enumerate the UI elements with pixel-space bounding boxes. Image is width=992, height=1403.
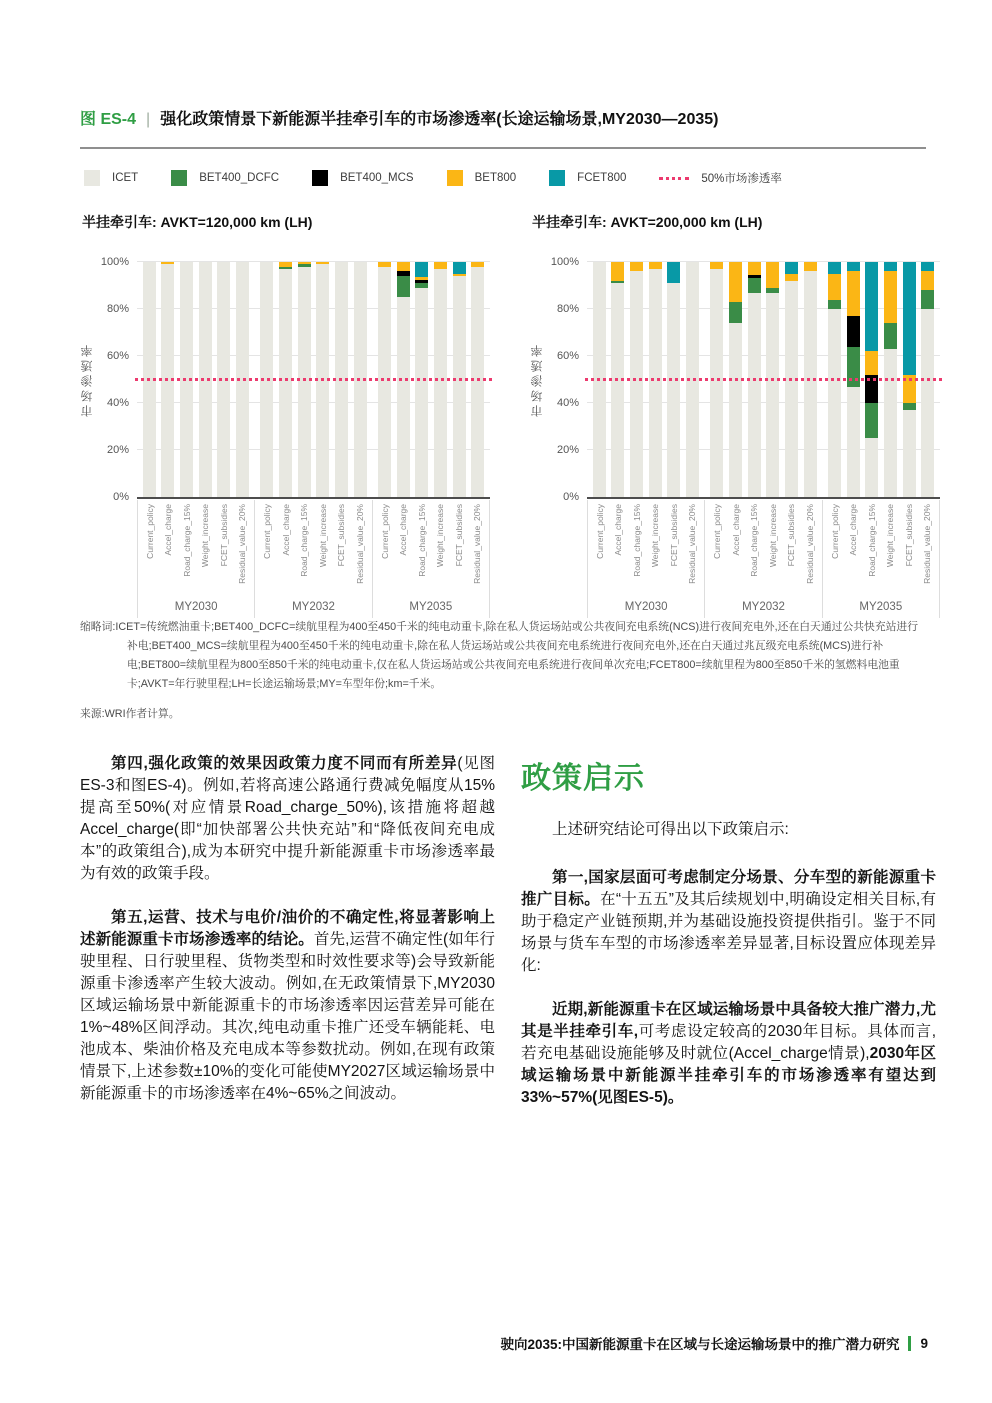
y-tick-label: 20% [556,444,579,456]
bar-segment-BET400_DCFC [921,290,934,309]
bar-segment-BET800 [434,262,447,269]
bar-segment-BET800 [865,351,878,375]
x-tick-label: Accel_charge [613,504,624,556]
bar-segment-ICET [921,309,934,497]
bar-segment-ICET [828,309,841,497]
y-axis-label [78,262,95,497]
legend-label: BET400_MCS [340,172,414,184]
bar-segment-ICET [847,387,860,497]
x-label-cells [373,500,489,598]
y-tick-label: 60% [106,350,129,362]
footnote-source: 来源:WRI作者计算。 [80,708,180,720]
x-label-cells [588,500,704,598]
x-tick-cell [729,500,742,598]
x-tick-cell [902,500,915,598]
y-tick-label: 100% [550,256,579,268]
plot-area [137,262,490,497]
policy-intro: 上述研究结论可得出以下政策启示: [552,821,789,838]
bold-text: 第四,强化政策的效果因政策力度不同而有所差异 [111,755,458,772]
x-tick-label: Weight_increase [317,504,328,568]
chart-legend [84,170,782,186]
bar-segment-ICET [611,283,624,497]
figure-header [80,109,926,131]
x-tick-label: Residual_value_20% [237,504,248,584]
x-label-group-MY2030 [587,500,704,618]
chart-area [528,256,940,618]
legend-swatch [447,170,463,186]
plot-column [587,262,940,618]
page-footer [500,1333,928,1353]
group-label-MY2032: MY2032 [742,601,785,613]
footer-title: 驶向2035:中国新能源重卡在区域与长途运输场景中的推广潜力研究 [500,1337,900,1352]
x-tick-label: FCET_subsidies [336,504,347,567]
bar-segment-BET800 [847,271,860,316]
x-tick-cell [316,500,329,598]
x-tick-label: Weight_increase [767,504,778,568]
figure-title: 强化政策情景下新能源半挂牵引车的市场渗透率(长途运输场景,MY2030—2035) [160,111,719,128]
plot-area [587,262,940,497]
bar-segment-BET800 [611,262,624,281]
plot-column [137,262,490,618]
reference-line-swatch [659,177,689,180]
bar-segment-FCET800 [453,262,466,274]
x-tick-label: Accel_charge [280,504,291,556]
body-text: 首先,运营不确定性(如年行驶里程、日行驶里程、货物类型和时效性要求等)会导致新能源重卡渗透率产生较大波动。例如,在无政策情景下,MY2030区域运输场景中新能源重卡的市场渗透率因运营差异可能在1%~48%区间浮动。其次,纯电动重卡推广还受车辆能耗、电池成本、柴油价格及充电成本等参数扰动。例如,在现有政策情景下,上述参数±10%的变化可能使MY2027区域运输场景中新能源重卡的市场渗透率在4%~65%之间波动。 [80,931,495,1102]
legend-item [312,170,414,186]
bold-text: 近期,新能源重卡在区域运输场景中具备较大推广潜力,尤其是半挂牵引车, [521,1001,936,1040]
body-columns [80,753,936,1131]
bar-segment-ICET [378,267,391,497]
x-tick-cell [143,500,156,598]
bar-segment-ICET [865,438,878,497]
bar-segment-ICET [471,267,484,497]
figure-separator: | [146,111,151,128]
bar-segment-BET800 [921,271,934,290]
x-axis-labels [137,500,490,618]
footnote-abbreviations: 缩略词:ICET=传统燃油重卡;BET400_DCFC=续航里程为400至450千米的纯电动重卡,除在私人货运场站或公共夜间充电系统(NCS)进行夜间充电外,还在白天通过公共快充站进行补电;BET400_MCS=续航里程为400至450千米的纯电动重卡,除在私人货运场站或公共夜间充电系统进行夜间充电外,还在白天通过兆瓦级充电系统(MCS)进行补电;BET800=续航里程为800至850千米的纯电动重卡,仅在私人货运场站或公共夜间充电系统进行夜间单次充电;FCET800=续航里程为800至850千米的氢燃料电池重卡;AVKT=年行驶里程;LH=长途运输场景;MY=车型年份;km=千米。 [80,621,919,690]
x-tick-cell [415,500,428,598]
bar-segment-ICET [649,269,662,497]
legend-item [84,170,138,186]
left-paragraph-1 [80,753,495,885]
x-tick-cell [711,500,724,598]
bar-segment-BET800 [630,262,643,271]
policy-paragraphs [521,867,936,1109]
x-tick-cell [920,500,933,598]
x-tick-label: Residual_value_20% [921,504,932,584]
bold-text: 第五,运营、技术与电价/油价的不确定性,将显著影响上述新能源重卡市场渗透率的结论。 [80,909,495,948]
legend-item [171,170,279,186]
x-tick-label: Road_charge_15% [866,504,877,577]
x-tick-label: FCET_subsidies [668,504,679,567]
bar-segment-ICET [748,293,761,497]
y-tick-label: 40% [556,397,579,409]
x-tick-cell [766,500,779,598]
x-tick-label: Current_policy [262,504,273,559]
x-tick-cell [667,500,680,598]
x-tick-label: Current_policy [594,504,605,559]
x-tick-cell [353,500,366,598]
y-tick-label: 100% [100,256,129,268]
bar-segment-ICET [804,271,817,497]
bar-segment-FCET800 [785,262,798,274]
bar-segment-BET800 [766,262,779,288]
x-tick-cell [865,500,878,598]
policy-heading: 政策启示 [521,762,645,795]
x-tick-label: Road_charge_15% [631,504,642,577]
x-tick-label: Current_policy [144,504,155,559]
bar-segment-FCET800 [921,262,934,271]
bar-segment-BET400_DCFC [729,302,742,323]
x-tick-label: Road_charge_15% [416,504,427,577]
charts-container [78,212,940,618]
bar-segment-BET400_DCFC [748,278,761,292]
bar-segment-ICET [884,349,897,497]
x-tick-cell [434,500,447,598]
bar-segment-FCET800 [865,262,878,351]
x-axis-baseline [137,497,490,500]
bar-segment-FCET800 [415,262,428,277]
y-axis-ticks [95,256,137,503]
x-tick-label: Weight_increase [885,504,896,568]
bar-segment-BET800 [729,262,742,302]
x-label-group-MY2032 [254,500,371,618]
x-tick-label: Residual_value_20% [471,504,482,584]
x-tick-label: Accel_charge [163,504,174,556]
y-tick-label: 0% [113,491,129,503]
x-tick-label: Road_charge_15% [181,504,192,577]
x-tick-label: Current_policy [829,504,840,559]
x-tick-cell [298,500,311,598]
chart-panel [78,212,490,618]
legend-label: FCET800 [577,172,627,184]
y-tick-label: 80% [556,303,579,315]
x-tick-label: Current_policy [379,504,390,559]
x-label-cells [255,500,371,598]
x-tick-cell [261,500,274,598]
bar-segment-ICET [279,269,292,497]
header-rule [80,147,926,149]
x-label-group-MY2035 [822,500,940,618]
x-tick-cell [279,500,292,598]
bar-segment-BET800 [748,262,761,275]
bar-segment-BET400_DCFC [884,323,897,349]
legend-label: 50%市场渗透率 [701,173,782,185]
x-label-cells [138,500,254,598]
bar-segment-ICET [298,267,311,497]
x-label-group-MY2030 [137,500,254,618]
x-tick-label: Residual_value_20% [687,504,698,584]
bar-segment-ICET [785,281,798,497]
group-label-MY2035: MY2035 [409,601,453,613]
group-label-MY2030: MY2030 [174,601,218,613]
x-tick-label: FCET_subsidies [786,504,797,567]
x-tick-cell [217,500,230,598]
y-axis-label [528,262,545,497]
x-tick-cell [785,500,798,598]
x-tick-cell [180,500,193,598]
x-tick-label: Weight_increase [650,504,661,568]
x-label-cells [705,500,821,598]
x-label-group-MY2032 [704,500,821,618]
x-tick-cell [630,500,643,598]
bar-segment-BET800 [397,262,410,271]
page-number: 9 [920,1335,928,1351]
bar-segment-ICET [729,323,742,497]
x-tick-cell [686,500,699,598]
figure-tag: 图 ES-4 [80,111,137,128]
x-tick-cell [452,500,465,598]
footer-divider [908,1336,911,1351]
body-text: 在“十五五”及其后续规划中,明确设定相关目标,有助于稳定产业链预期,并为基础设施投资提供指引。鉴于不同场景与货车车型的市场渗透率差异显著,目标设置应体现差异化: [521,891,936,974]
x-tick-cell [612,500,625,598]
body-text: (见图ES-3和图ES-4)。例如,若将高速公路通行费减免幅度从15%提高至50%(对应情景Road_charge_50%),该措施将超越Accel_charge(即“加快部署公共快充站”和“降低夜间充电成本”的政策组合),成为本研究中提升新能源重卡市场渗透率最为有效的政策手段。 [80,755,495,882]
body-right-column [521,753,936,1131]
x-tick-label: FCET_subsidies [218,504,229,567]
group-label-MY2032: MY2032 [292,601,335,613]
x-label-cells [823,500,939,598]
left-paragraph-2 [80,907,495,1105]
body-text: 可考虑设定较高的2030年目标。具体而言,若充电基础设施能够及时就位(Accel_charge情景), [521,1023,936,1062]
body-left-column [80,753,495,1131]
x-tick-label: FCET_subsidies [453,504,464,567]
reference-line-50pct [585,378,942,381]
bar-segment-BET800 [804,262,817,271]
policy-paragraph-2 [521,999,936,1109]
legend-item [549,170,626,186]
x-tick-cell [378,500,391,598]
bar-segment-ICET [434,269,447,497]
bar-segment-ICET [415,288,428,497]
policy-paragraph-1 [521,867,936,977]
legend-item [447,170,517,186]
x-tick-label: Road_charge_15% [749,504,760,577]
bar-segment-ICET [710,269,723,497]
bar-segment-ICET [766,293,779,497]
legend-swatch [312,170,328,186]
y-axis-ticks [545,256,587,503]
x-tick-cell [162,500,175,598]
legend-label: ICET [112,172,139,184]
y-tick-label: 80% [106,303,129,315]
bar-segment-BET800 [828,274,841,300]
y-tick-label: 0% [563,491,579,503]
bar-segment-BET800 [710,262,723,269]
bar-segment-ICET [630,271,643,497]
x-label-group-MY2035 [372,500,490,618]
x-tick-cell [397,500,410,598]
x-tick-label: FCET_subsidies [903,504,914,567]
y-axis-label-text: 市场渗透率 [80,342,94,417]
group-label-MY2035: MY2035 [859,601,903,613]
x-tick-label: Weight_increase [200,504,211,568]
bar-segment-ICET [903,410,916,497]
legend-label: BET400_DCFC [199,172,280,184]
x-tick-label: Accel_charge [730,504,741,556]
bar-segment-ICET [667,283,680,497]
x-axis-baseline [587,497,940,500]
reference-line-50pct [135,378,492,381]
x-tick-cell [236,500,249,598]
x-tick-label: Accel_charge [848,504,859,556]
x-axis-labels [587,500,940,618]
bar-segment-ICET [453,276,466,497]
bold-text: 第一,国家层面可考虑制定分场景、分车型的新能源重卡推广目标。 [521,869,936,908]
bold-text: 2030年区域运输场景中新能源半挂牵引车的市场渗透率有望达到33%~57%(见图ES-5)。 [521,1045,937,1106]
bar-segment-BET400_DCFC [865,403,878,438]
x-tick-label: Current_policy [712,504,723,559]
bar-segment-BET400_DCFC [903,403,916,410]
bar-segment-BET400_DCFC [397,276,410,297]
x-tick-label: Accel_charge [398,504,409,556]
x-tick-cell [803,500,816,598]
bar-segment-FCET800 [884,262,897,271]
legend-swatch [171,170,187,186]
bar-segment-BET800 [649,262,662,269]
bar-segment-FCET800 [847,262,860,271]
x-tick-cell [847,500,860,598]
x-tick-label: Weight_increase [435,504,446,568]
bar-segment-BET400_DCFC [828,300,841,309]
y-axis-label-text: 市场渗透率 [530,342,544,417]
chart-title: 半挂牵引车: AVKT=200,000 km (LH) [532,214,763,230]
bar-segment-FCET800 [828,262,841,274]
figure-footnote [80,618,928,724]
group-label-MY2030: MY2030 [624,601,668,613]
y-tick-label: 20% [106,444,129,456]
x-tick-cell [470,500,483,598]
legend-label: BET800 [474,172,517,184]
chart-title: 半挂牵引车: AVKT=120,000 km (LH) [82,214,313,230]
legend-swatch [549,170,565,186]
x-tick-cell [828,500,841,598]
bar-segment-FCET800 [903,262,916,375]
x-tick-cell [649,500,662,598]
y-tick-label: 60% [556,350,579,362]
x-tick-cell [593,500,606,598]
bar-segment-ICET [397,297,410,497]
bar-segment-BET400_MCS [847,316,860,347]
x-tick-label: Residual_value_20% [804,504,815,584]
chart-panel [528,212,940,618]
bar-segment-BET800 [884,271,897,323]
y-tick-label: 40% [106,397,129,409]
legend-item-reference [659,170,782,186]
x-tick-cell [335,500,348,598]
x-tick-cell [884,500,897,598]
x-tick-label: Residual_value_20% [354,504,365,584]
x-tick-label: Road_charge_15% [299,504,310,577]
x-tick-cell [199,500,212,598]
bar-segment-BET800 [785,274,798,281]
legend-swatch [84,170,100,186]
bar-segment-FCET800 [667,262,680,283]
x-tick-cell [748,500,761,598]
chart-area [78,256,490,618]
